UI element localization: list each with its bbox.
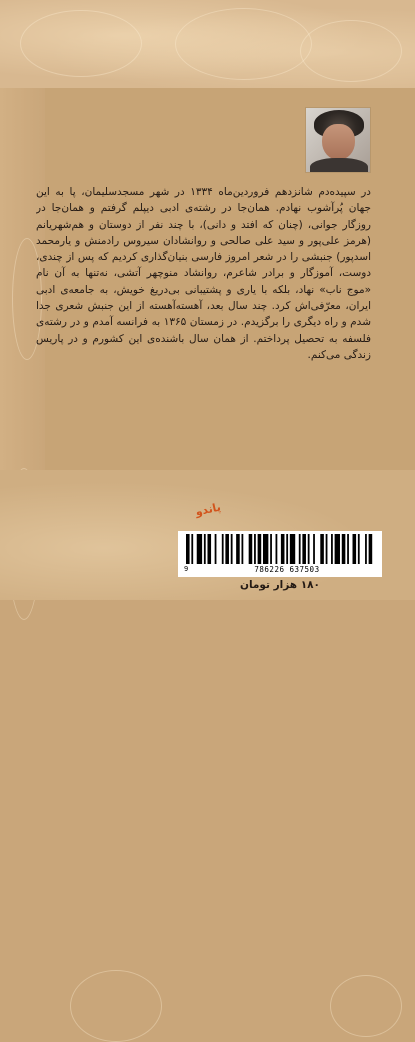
barcode-bar (308, 534, 310, 564)
barcode-bar (299, 534, 301, 564)
barcode-bar (215, 534, 217, 564)
arabesque-ornament (330, 975, 402, 1037)
barcode-bar (276, 534, 278, 564)
barcode-bar (358, 534, 360, 564)
barcode-bar (326, 534, 328, 564)
barcode-bar (365, 534, 367, 564)
barcode-bar (222, 534, 224, 564)
barcode-bar (204, 534, 206, 564)
barcode-bars (186, 534, 374, 564)
publisher-logo-text: پاندو (194, 499, 222, 519)
author-biography: در سپیده‌دم شانزدهم فروردین‌ماه ۱۳۳۴ در شهر مسجدسلیمان، پا به این جهان پُرآشوب نهادم. همان‌جا در رشته‌ی ادبی دیپلم گرفتم و همان‌جا در روزگار جوانی، (چنان که افتد و دانی)، با چند نفر از دوستان و هم‌شهریانم (هرمز علی‌پور و سید علی صالحی و روانشادان سیروس رادمنش و یارمحمد اسدپور) جنبشی را در شعر امروز فارسی بنیان‌گذاری کردیم که پس از چندی، دوست، آموزگار و برادر شاعرم، روانشاد منوچهر آتشی، نه‌تنها به آن نام «موج ناب» نهاد، بلکه با یاری و پشتیبانی بی‌دریغ خویش، به جامعه‌ی ادبی ایران، معرّفی‌اش کرد. چند سال بعد، آهسته‌آهسته از این جنبش شعری جدا شدم و راه دیگری را برگزیدم. در زمستان ۱۳۶۵ به فرانسه آمدم و در رشته‌ی فلسفه به تحصیل پرداختم. از همان سال باشنده‌ی این کشورم و در پاریس زندگی می‌کنم. (36, 186, 371, 361)
barcode-bar (236, 534, 240, 564)
barcode-bar (258, 534, 262, 564)
barcode-bar (281, 534, 285, 564)
barcode-bar (270, 534, 272, 564)
barcode-bar (263, 534, 268, 564)
barcode-bar (254, 534, 256, 564)
book-price: ۱۸۰ هزار تومان (240, 579, 320, 591)
barcode-bar (313, 534, 315, 564)
author-shoulders (310, 158, 368, 172)
barcode-bar (335, 534, 340, 564)
arabesque-ornament (300, 20, 402, 82)
barcode-bar (207, 534, 211, 564)
barcode-number: 786226 637503 (254, 565, 320, 574)
barcode-bar (231, 534, 233, 564)
arabesque-ornament (20, 10, 142, 77)
barcode-bar (242, 534, 244, 564)
arabesque-ornament (70, 970, 162, 1042)
barcode-bar (186, 534, 190, 564)
barcode-bar (191, 534, 193, 564)
isbn-barcode (178, 531, 382, 577)
decorative-top-pattern (0, 0, 415, 88)
arabesque-ornament (175, 8, 312, 80)
author-face (322, 124, 355, 160)
barcode-bar (342, 534, 346, 564)
barcode-prefix: 9 (184, 565, 189, 573)
barcode-bar (290, 534, 295, 564)
barcode-bar (302, 534, 306, 564)
author-photo (306, 108, 370, 172)
barcode-bar (197, 534, 202, 564)
barcode-bar (369, 534, 373, 564)
barcode-bar (249, 534, 253, 564)
barcode-bar (286, 534, 288, 564)
barcode-bar (347, 534, 349, 564)
barcode-bar (225, 534, 229, 564)
barcode-bar (320, 534, 324, 564)
publisher-logo (188, 496, 228, 522)
barcode-bar (331, 534, 333, 564)
barcode-bar (353, 534, 357, 564)
